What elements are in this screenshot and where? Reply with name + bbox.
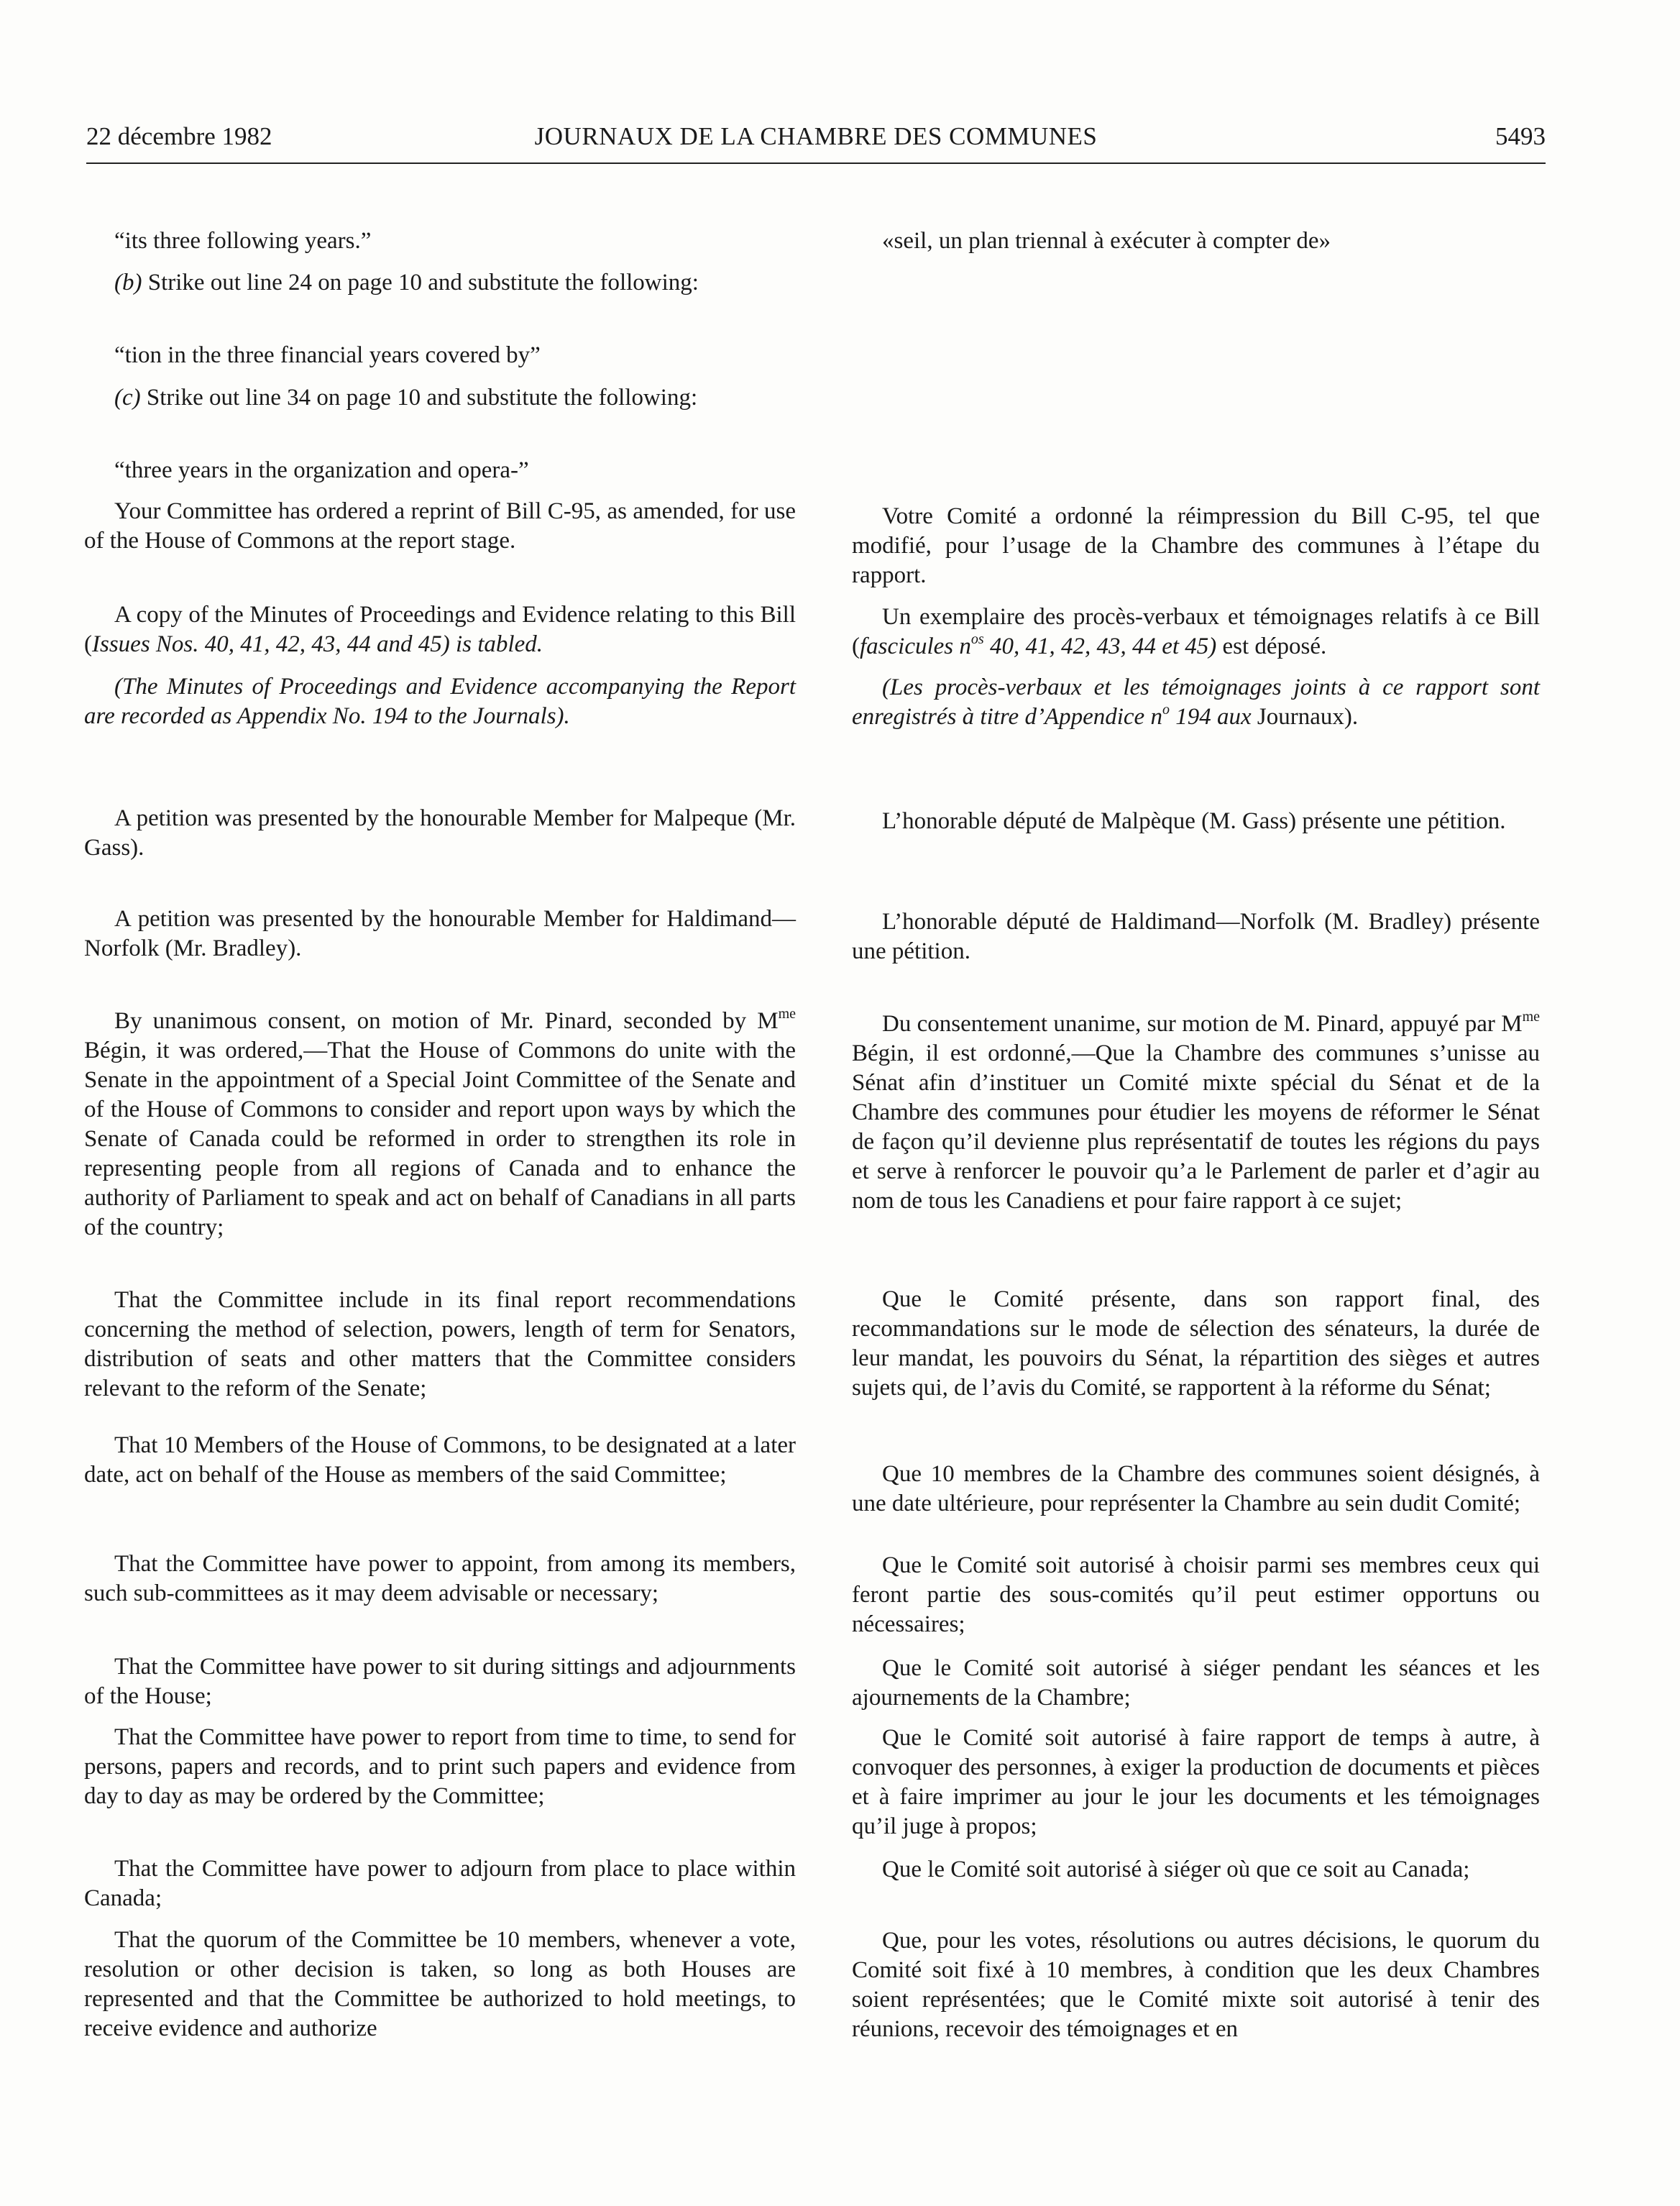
pv-superscript: o bbox=[1162, 702, 1170, 718]
proces-verbaux-appendice-note bbox=[852, 673, 1540, 732]
amendment-b bbox=[84, 268, 796, 298]
amendment-b-label: (b) bbox=[114, 270, 142, 296]
dix-membres-paragraph: Que 10 membres de la Chambre des communes soient désignés, à une date ultérieure, pour représenter la Chambre au sein dudit Comité; bbox=[852, 1461, 1540, 1516]
exemplaire-superscript: os bbox=[970, 631, 984, 647]
reprint-paragraph: Your Committee has ordered a reprint of Bill C-95, as amended, for use of the House of Commons at the report stage. bbox=[84, 498, 796, 554]
consentement-unanime-motion bbox=[852, 1010, 1540, 1216]
exemplaire-numbers: 40, 41, 42, 43, 44 et 45) bbox=[983, 633, 1217, 659]
unanimous-consent-motion bbox=[84, 1007, 796, 1242]
page-header bbox=[86, 122, 1546, 164]
quorum-paragraph-fr: Que, pour les votes, résolutions ou autres décisions, le quorum du Comité soit fixé à 10 membres, à condition que les deux Chambres soient représentées; que le Comité mixte soit autorisé à tenir des réunions, recevoir des témoignages et en bbox=[852, 1928, 1540, 2042]
quote-its-three-years: “its three following years.” bbox=[114, 228, 372, 254]
adjourn-place-paragraph: That the Committee have power to adjourn from place to place within Canada; bbox=[84, 1856, 796, 1911]
pv-text-b: 194 aux bbox=[1169, 704, 1252, 730]
exemplaire-text-a: Un exemplaire des procès-verbaux et témoignages relatifs à ce Bill ( bbox=[852, 604, 1540, 659]
copy-minutes-text: A copy of the Minutes of Proceedings and Evidence relating to this Bill ( bbox=[84, 602, 796, 657]
consentement-text-a: Du consentement unanime, sur motion de M. Pinard, appuyé par M bbox=[882, 1011, 1523, 1037]
quote-three-years-organization: “three years in the organization and opera-” bbox=[114, 457, 529, 483]
sub-committees-paragraph: That the Committee have power to appoint, from among its members, such sub-committees as it may deem advisable or necessary; bbox=[84, 1551, 796, 1606]
consent-superscript: me bbox=[778, 1006, 796, 1022]
ten-members-paragraph: That 10 Members of the House of Commons, to be designated at a later date, act on behalf of the House as members of the said Committee; bbox=[84, 1432, 796, 1488]
copy-minutes-issues: Issues Nos. 40, 41, 42, 43, 44 and 45) is tabled. bbox=[92, 631, 543, 657]
petition-malpeque: A petition was presented by the honourable Member for Malpeque (Mr. Gass). bbox=[84, 805, 796, 861]
quote-seil-plan-triennal: «seil, un plan triennal à exécuter à compter de» bbox=[882, 228, 1331, 254]
amendment-c-text: Strike out line 34 on page 10 and substitute the following: bbox=[140, 385, 698, 411]
rapport-final-recommandations: Que le Comité présente, dans son rapport final, des recommandations sur le mode de sélection des sénateurs, la durée de leur mandat, les pouvoirs du Sénat, la répartition des sièges et autres sujets qui, de l’avis du Comité, se rapportent à la réforme du Sénat; bbox=[852, 1286, 1540, 1401]
minutes-appendix-note: (The Minutes of Proceedings and Evidence accompanying the Report are recorded as Appendix No. 194 to the Journals). bbox=[84, 674, 796, 729]
report-papers-paragraph: That the Committee have power to report from time to time, to send for persons, papers and records, and to print such papers and evidence from day to day as may be ordered by the Committee; bbox=[84, 1724, 796, 1809]
header-date: 22 décembre 1982 bbox=[86, 122, 272, 150]
header-title: JOURNAUX DE LA CHAMBRE DES COMMUNES bbox=[534, 122, 1098, 150]
petition-haldimand-norfolk-fr: L’honorable député de Haldimand—Norfolk (M. Bradley) présente une pétition. bbox=[852, 909, 1540, 964]
petition-malpeque-fr: L’honorable député de Malpèque (M. Gass) présente une pétition. bbox=[882, 808, 1506, 834]
exemplaire-fascicules: fascicules n bbox=[860, 633, 971, 659]
sieger-seances-paragraph: Que le Comité soit autorisé à siéger pendant les séances et les ajournements de la Chambre; bbox=[852, 1655, 1540, 1711]
sous-comites-paragraph: Que le Comité soit autorisé à choisir parmi ses membres ceux qui feront partie des sous-comités qu’il peut estimer opportuns ou nécessaires; bbox=[852, 1552, 1540, 1637]
final-report-recommendations: That the Committee include in its final report recommendations concerning the method of selection, powers, length of term for Senators, distribution of seats and other matters that the Committee considers relevant to the reform of the Senate; bbox=[84, 1287, 796, 1401]
amendment-c bbox=[84, 383, 796, 413]
consent-text-b: Bégin, it was ordered,—That the House of Commons do unite with the Senate in the appointment of a Special Joint Committee of the Senate and of the House of Commons to consider and report upon ways by which the Senate of Canada could be reformed in order to strengthen its role in representing people from all regions of Canada and to enhance the authority of Parliament to speak and act on behalf of Canadians in all parts of the country; bbox=[84, 1038, 796, 1240]
quorum-paragraph: That the quorum of the Committee be 10 members, whenever a vote, resolution or other decision is taken, so long as both Houses are represented and that the Committee be authorized to hold meetings, to receive evidence and authorize bbox=[84, 1927, 796, 2041]
copy-minutes-paragraph bbox=[84, 600, 796, 659]
sieger-canada-paragraph: Que le Comité soit autorisé à siéger où que ce soit au Canada; bbox=[882, 1857, 1470, 1882]
quote-tion-three-financial: “tion in the three financial years covered by” bbox=[114, 342, 541, 368]
consentement-text-b: Bégin, il est ordonné,—Que la Chambre des communes s’unisse au Sénat afin d’instituer un Comité mixte spécial du Sénat et de la Chambre des communes pour étudier les moyens de réformer le Sénat de façon qu’il devienne plus représentatif de toutes les régions du pays et serve à renforcer le pouvoir qu’a le Parlement de parler et d’agir au nom de tous les Canadiens et pour faire rapport à ce sujet; bbox=[852, 1040, 1540, 1214]
reimpression-paragraph: Votre Comité a ordonné la réimpression du Bill C-95, tel que modifié, pour l’usage de la Chambre des communes à l’étape du rapport. bbox=[852, 503, 1540, 588]
pv-text-c: Journaux). bbox=[1251, 704, 1359, 730]
sit-during-sittings-paragraph: That the Committee have power to sit during sittings and adjournments of the House; bbox=[84, 1654, 796, 1709]
exemplaire-text-d: est déposé. bbox=[1216, 633, 1327, 659]
amendment-b-text: Strike out line 24 on page 10 and substitute the following: bbox=[142, 270, 699, 296]
pv-text-a: (Les procès-verbaux et les témoignages joints à ce rapport sont enregistrés à titre d’Appendice n bbox=[852, 674, 1540, 730]
faire-rapport-paragraph: Que le Comité soit autorisé à faire rapport de temps à autre, à convoquer des personnes, à exiger la production de documents et pièces et à faire imprimer au jour le jour les documents et les témoignages qu’il juge à propos; bbox=[852, 1725, 1540, 1839]
exemplaire-paragraph bbox=[852, 603, 1540, 662]
petition-haldimand-norfolk: A petition was presented by the honourable Member for Haldimand—Norfolk (Mr. Bradley). bbox=[84, 906, 796, 961]
amendment-c-label: (c) bbox=[114, 385, 141, 411]
header-page-number: 5493 bbox=[1495, 122, 1546, 150]
consentement-superscript: me bbox=[1522, 1009, 1540, 1025]
consent-text-a: By unanimous consent, on motion of Mr. Pinard, seconded by M bbox=[114, 1008, 779, 1034]
